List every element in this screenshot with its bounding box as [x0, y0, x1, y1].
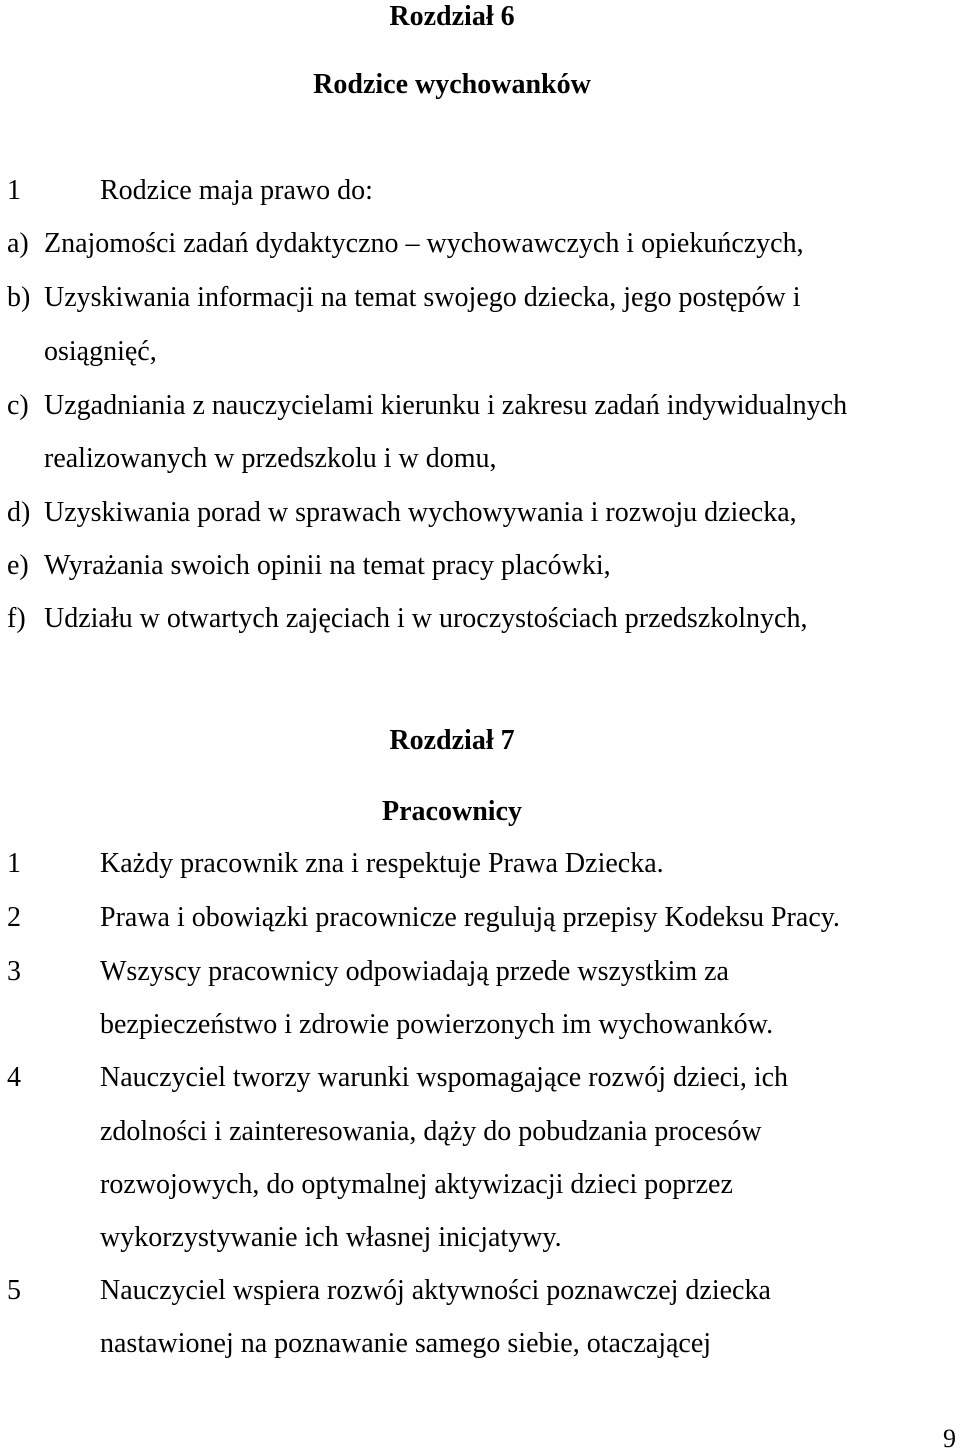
list-item-number: 4	[7, 1062, 21, 1093]
list-item-text: wykorzystywanie ich własnej inicjatywy.	[100, 1222, 562, 1253]
chapter-7-heading: Rozdział 7	[389, 725, 515, 756]
list-item-text: Uzyskiwania porad w sprawach wychowywania i rozwoju dziecka,	[44, 497, 797, 528]
intro-text: Rodzice maja prawo do:	[100, 175, 373, 206]
list-item-text: Nauczyciel wspiera rozwój aktywności poznawczej dziecka	[100, 1275, 771, 1306]
chapter-6-heading: Rozdział 6	[389, 1, 515, 32]
chapter-6-title: Rodzice wychowanków	[313, 69, 591, 100]
list-item-text: Prawa i obowiązki pracownicze regulują przepisy Kodeksu Pracy.	[100, 902, 840, 933]
list-item-label: d)	[7, 497, 31, 528]
list-item-text: zdolności i zainteresowania, dąży do pobudzania procesów	[100, 1116, 762, 1147]
list-item-label: c)	[7, 390, 29, 421]
list-item-text: Wszyscy pracownicy odpowiadają przede wszystkim za	[100, 956, 729, 987]
list-item-text: realizowanych w przedszkolu i w domu,	[44, 443, 497, 474]
list-item-text: Uzyskiwania informacji na temat swojego dziecka, jego postępów i	[44, 282, 801, 313]
list-item-text: Znajomości zadań dydaktyczno – wychowawczych i opiekuńczych,	[44, 228, 804, 259]
list-item-number: 5	[7, 1275, 21, 1306]
list-item-text: rozwojowych, do optymalnej aktywizacji dzieci poprzez	[100, 1169, 733, 1200]
list-item-label: e)	[7, 550, 29, 581]
list-item-text: Każdy pracownik zna i respektuje Prawa Dziecka.	[100, 848, 664, 879]
list-item-text: Wyrażania swoich opinii na temat pracy placówki,	[44, 550, 611, 581]
intro-number: 1	[7, 175, 21, 206]
list-item-text: Nauczyciel tworzy warunki wspomagające rozwój dzieci, ich	[100, 1062, 789, 1093]
page-number: 9	[943, 1424, 956, 1453]
list-item-label: b)	[7, 282, 31, 313]
list-item-text: Uzgadniania z nauczycielami kierunku i zakresu zadań indywidualnych	[44, 390, 848, 421]
list-item-text: bezpieczeństwo i zdrowie powierzonych im wychowanków.	[100, 1009, 774, 1040]
chapter-7-title: Pracownicy	[382, 796, 522, 827]
list-item-text: nastawionej na poznawanie samego siebie, otaczającej	[100, 1328, 712, 1359]
list-item-label: a)	[7, 228, 29, 259]
list-item-number: 1	[7, 848, 21, 879]
list-item-number: 3	[7, 956, 21, 987]
list-item-label: f)	[7, 603, 26, 634]
list-item-number: 2	[7, 902, 21, 933]
list-item-text: osiągnięć,	[44, 336, 157, 367]
list-item-text: Udziału w otwartych zajęciach i w uroczystościach przedszkolnych,	[44, 603, 808, 634]
